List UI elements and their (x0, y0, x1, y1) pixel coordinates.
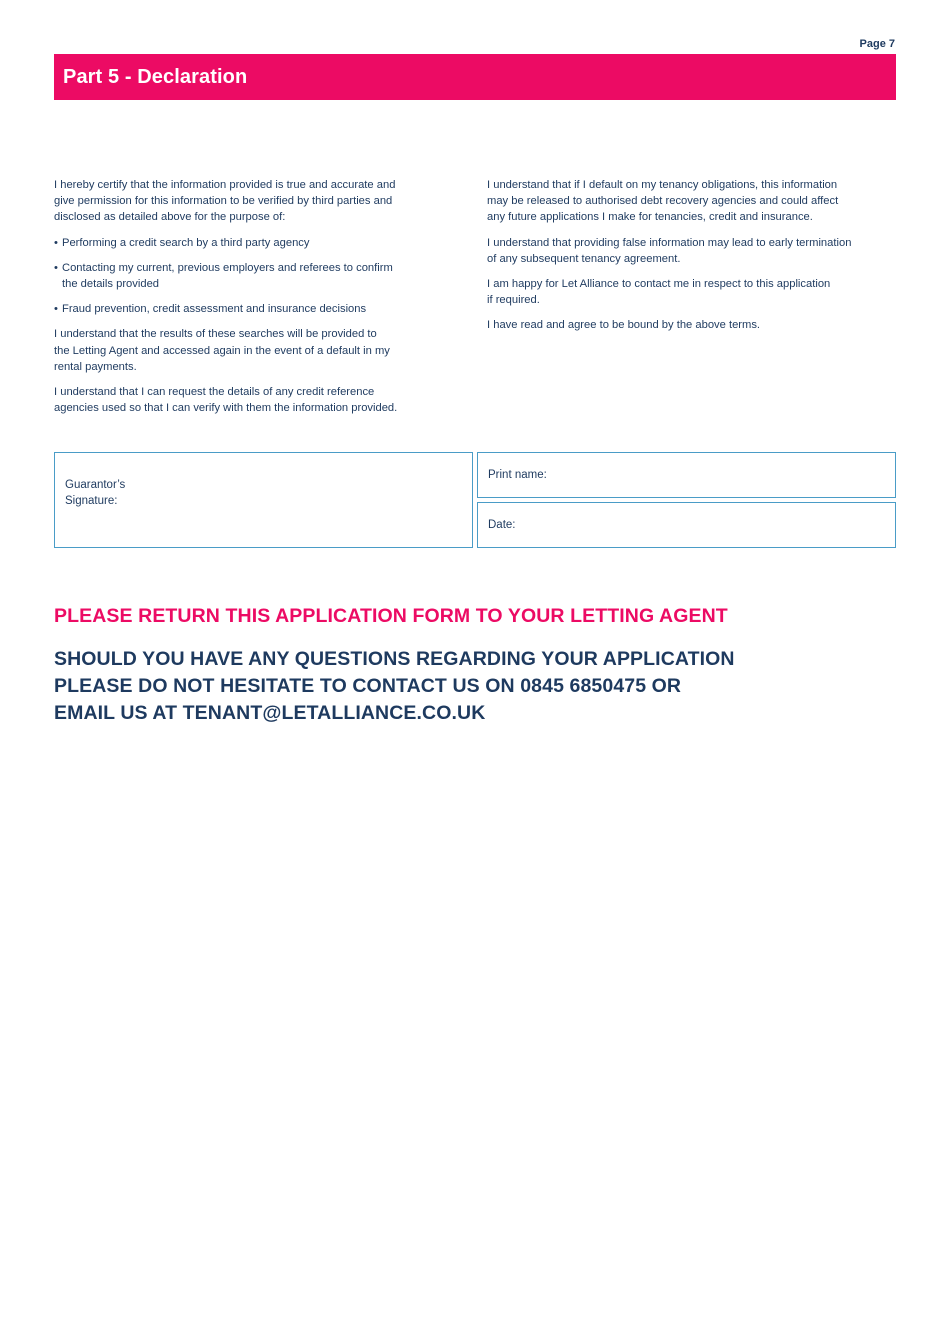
bullet-text: Fraud prevention, credit assessment and insurance decisions (62, 303, 367, 316)
page-number: Page 7 (859, 38, 895, 50)
agree-terms-paragraph: I have read and agree to be bound by the above terms. (487, 319, 761, 332)
contact-notice: SHOULD YOU HAVE ANY QUESTIONS REGARDING YOUR APPLICATION PLEASE DO NOT HESITATE TO CONTACT US ON 0845 6850475 OR EMAIL US AT TENANT@LETALLIANCE.CO.UK (54, 648, 735, 724)
section-title: Part 5 - Declaration (63, 65, 248, 88)
section-banner (54, 54, 896, 100)
bullet-item (54, 301, 434, 317)
date-field[interactable] (477, 502, 896, 548)
bullet-item (54, 260, 434, 292)
intro-paragraph: I hereby certify that the information provided is true and accurate and give permission for this information to be verified by third parties and disclosed as detailed above for the purpose of: (54, 179, 396, 224)
contact-consent-paragraph: I am happy for Let Alliance to contact me in respect to this application if required. (487, 278, 831, 307)
default-paragraph: I understand that if I default on my tenancy obligations, this information may be released to authorised debt recovery agencies and could affect any future applications I make for tenancies, credit and insurance. (487, 179, 839, 224)
bullet-item (54, 235, 434, 251)
guarantor-signature-label: Guarantor’s Signature: (65, 479, 126, 507)
declaration-left-column (54, 177, 434, 425)
bullet-text: Performing a credit search by a third party agency (62, 236, 310, 249)
bullet-dot: • (54, 236, 58, 249)
request-paragraph: I understand that I can request the details of any credit reference agencies used so that I can verify with them the information provided. (54, 386, 398, 415)
declaration-right-column (487, 177, 892, 343)
bullet-dot: • (54, 261, 58, 274)
bullet-dot: • (54, 303, 58, 316)
print-name-field[interactable] (477, 452, 896, 498)
false-info-paragraph: I understand that providing false information may lead to early termination of any subsequent tenancy agreement. (487, 236, 852, 265)
guarantor-signature-field[interactable] (54, 452, 473, 548)
results-paragraph: I understand that the results of these searches will be provided to the Letting Agent and accessed again in the event of a default in my rental payments. (54, 328, 390, 373)
bullet-text: Contacting my current, previous employers and referees to confirm the details provided (62, 261, 393, 291)
print-name-label: Print name: (488, 469, 547, 481)
date-label: Date: (488, 519, 516, 531)
return-notice: PLEASE RETURN THIS APPLICATION FORM TO YOUR LETTING AGENT (54, 605, 728, 627)
